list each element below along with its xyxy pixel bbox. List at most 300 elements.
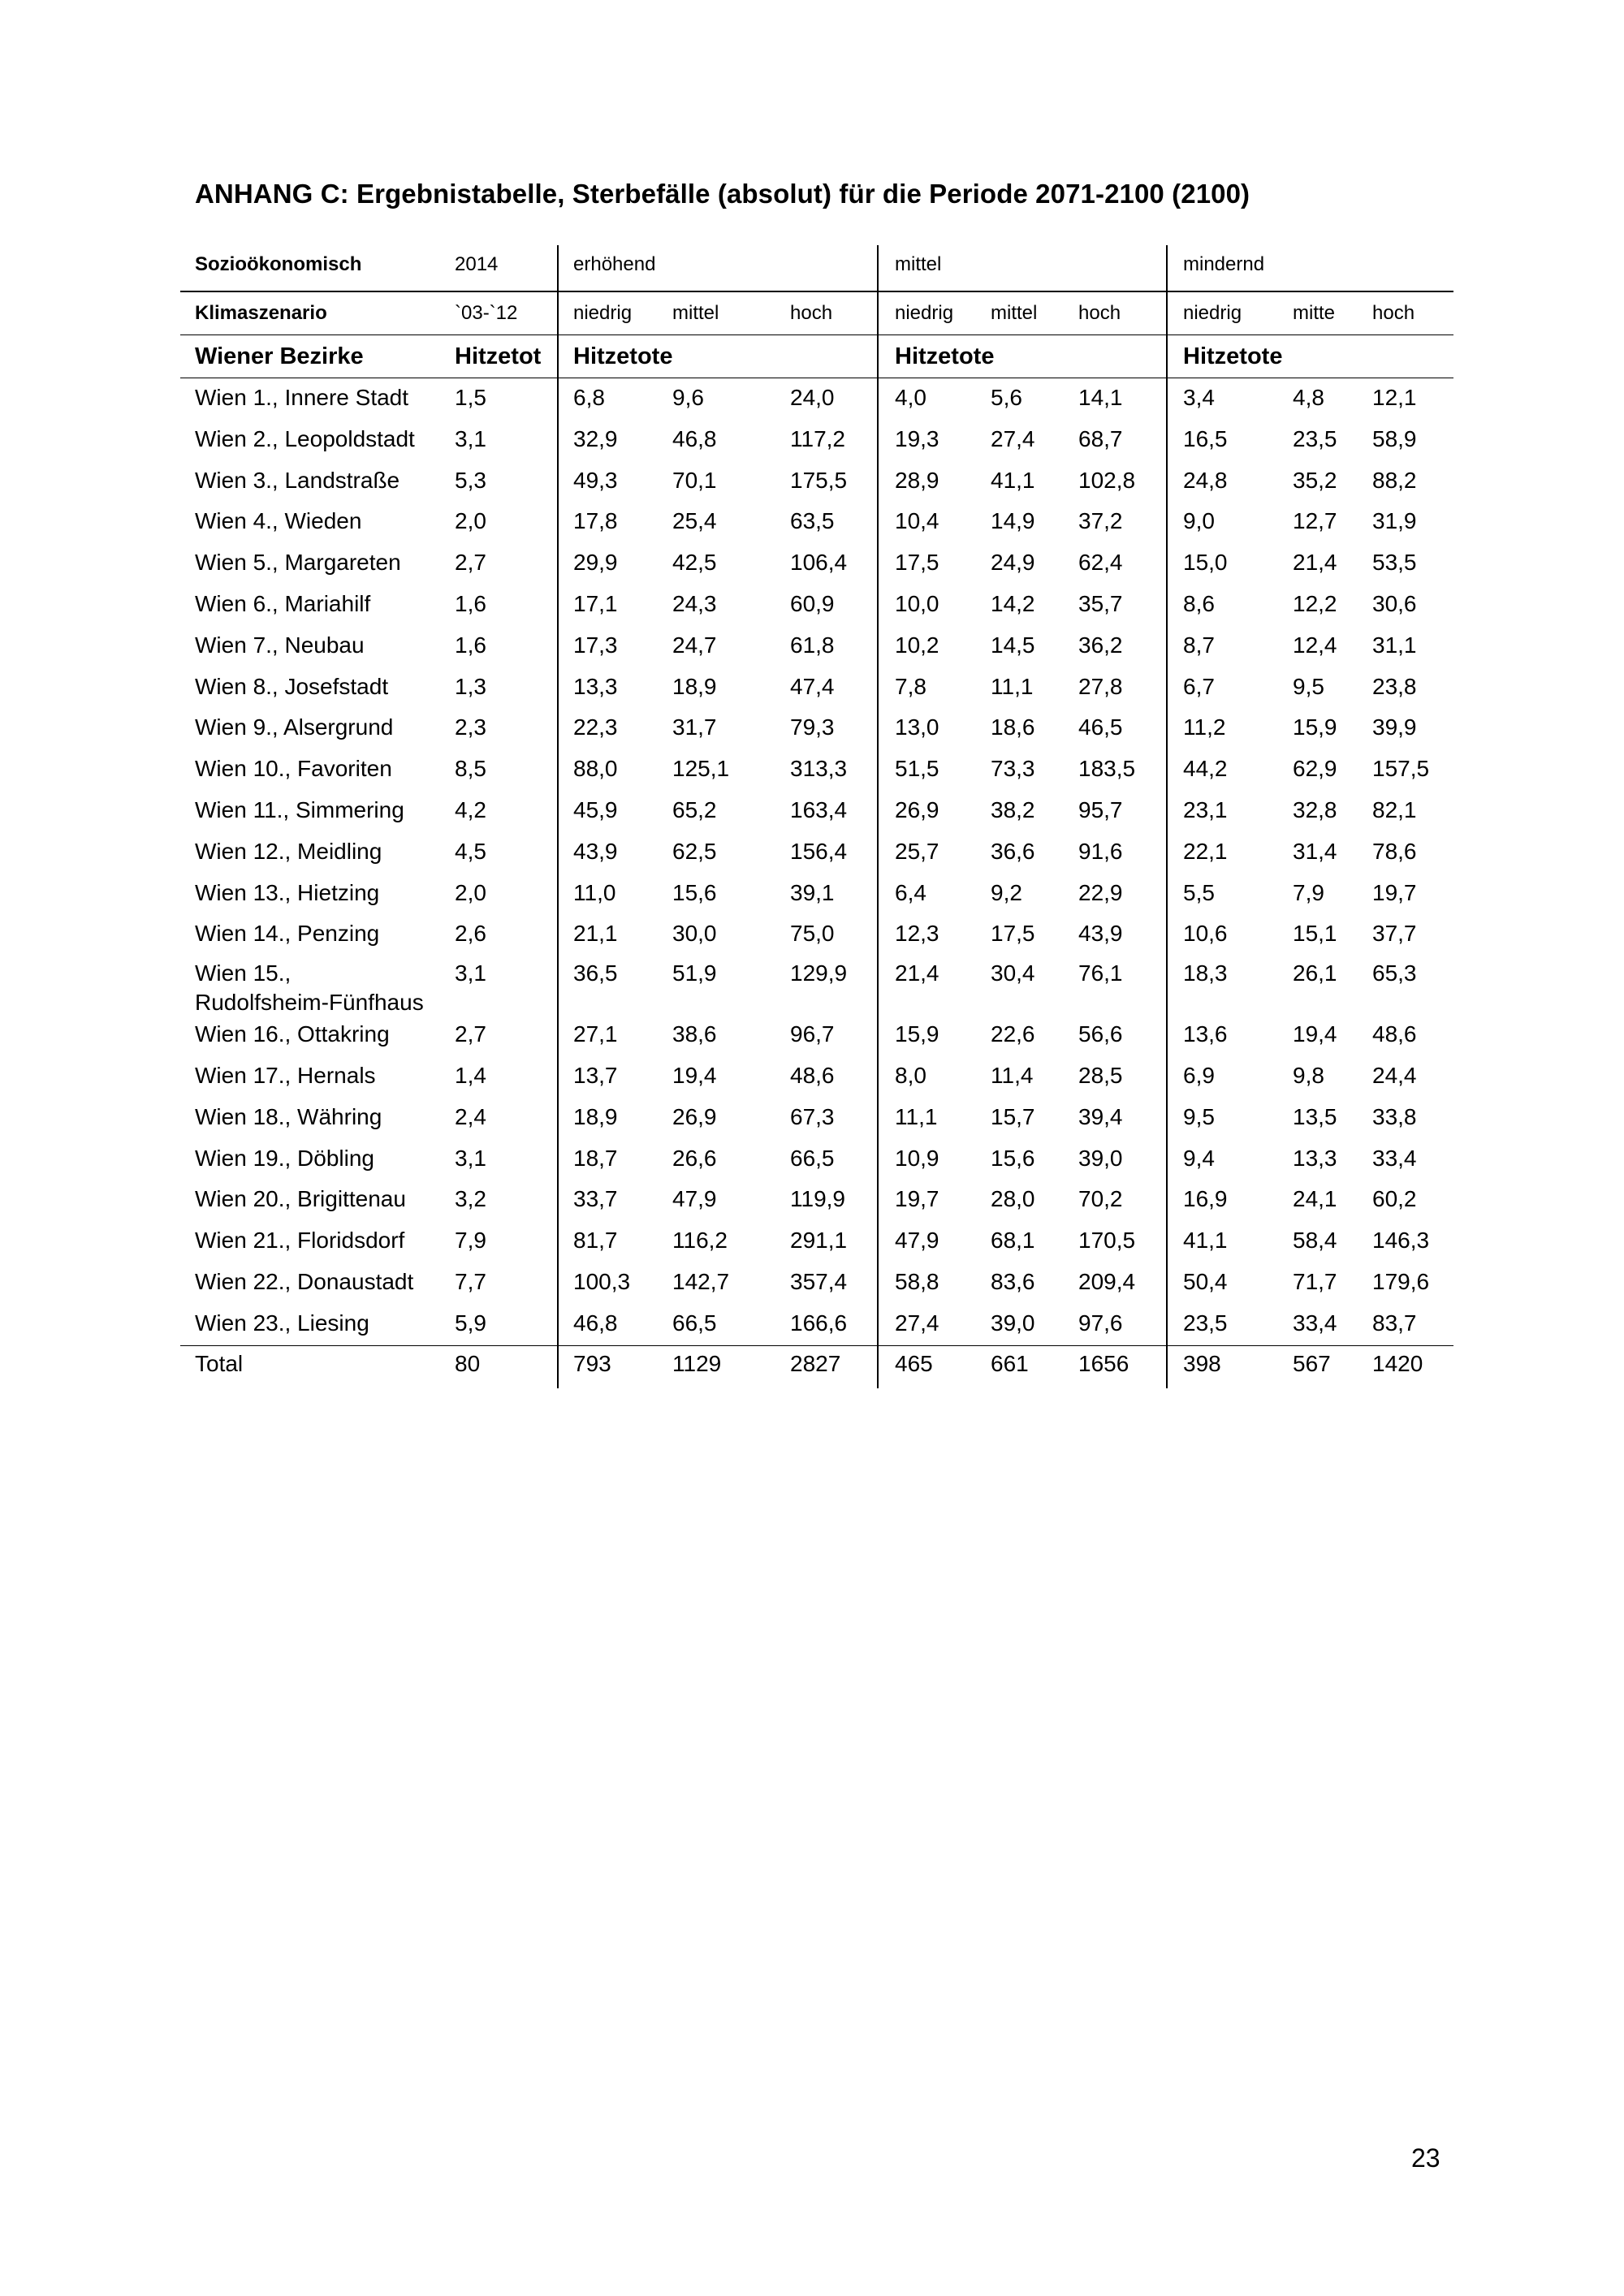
cell-g3-high: 78,6 bbox=[1372, 838, 1417, 864]
cell-g1-mid: 30,0 bbox=[672, 921, 717, 947]
cell-g3-mid: 62,9 bbox=[1293, 756, 1337, 782]
cell-g1-high: 96,7 bbox=[790, 1021, 835, 1047]
cell-g1-low: 29,9 bbox=[573, 550, 618, 576]
cell-base: 1,6 bbox=[455, 590, 486, 616]
cell-g1-low: 45,9 bbox=[573, 796, 618, 822]
cell-base: 3,1 bbox=[455, 425, 486, 451]
cell-g2-low: 11,1 bbox=[895, 1103, 938, 1129]
cell-g1-high: 79,3 bbox=[790, 714, 835, 740]
cell-g2-mid: 14,9 bbox=[991, 508, 1035, 534]
cell-g3-low: 16,9 bbox=[1183, 1186, 1228, 1212]
header-g2-mid: mittel bbox=[991, 302, 1038, 324]
cell-g3-mid: 13,3 bbox=[1293, 1145, 1337, 1171]
cell-district: Wien 14., Penzing bbox=[195, 921, 380, 947]
cell-g3-high: 33,4 bbox=[1372, 1145, 1417, 1171]
header-g3-high: hoch bbox=[1372, 302, 1415, 324]
cell-g2-high: 76,1 bbox=[1078, 960, 1123, 986]
cell-g2-high: 27,8 bbox=[1078, 673, 1123, 699]
header-group-mindernd: mindernd bbox=[1183, 253, 1265, 275]
cell-g3-mid: 7,9 bbox=[1293, 879, 1324, 905]
total-cell-base: 80 bbox=[455, 1350, 481, 1376]
cell-g3-mid: 15,9 bbox=[1293, 714, 1337, 740]
cell-g2-mid: 14,5 bbox=[991, 632, 1035, 658]
table-row bbox=[180, 1098, 1453, 1139]
header-g3-low: niedrig bbox=[1183, 302, 1242, 324]
cell-g3-mid: 35,2 bbox=[1293, 467, 1337, 493]
cell-g1-mid: 26,9 bbox=[672, 1103, 717, 1129]
column-divider-mindernd bbox=[1166, 245, 1168, 1388]
cell-g1-mid: 42,5 bbox=[672, 550, 717, 576]
cell-g2-mid: 22,6 bbox=[991, 1021, 1035, 1047]
cell-g3-mid: 32,8 bbox=[1293, 796, 1337, 822]
cell-g3-mid: 19,4 bbox=[1293, 1021, 1337, 1047]
cell-g3-high: 146,3 bbox=[1372, 1228, 1430, 1254]
cell-g2-low: 4,0 bbox=[895, 385, 926, 410]
cell-g2-high: 62,4 bbox=[1078, 550, 1123, 576]
table-row bbox=[180, 420, 1453, 461]
cell-district: Wien 7., Neubau bbox=[195, 632, 365, 658]
cell-g3-low: 44,2 bbox=[1183, 756, 1228, 782]
cell-g2-low: 28,9 bbox=[895, 467, 939, 493]
cell-g3-high: 88,2 bbox=[1372, 467, 1417, 493]
cell-g1-low: 17,3 bbox=[573, 632, 618, 658]
total-cell-g1-mid: 1129 bbox=[672, 1350, 722, 1376]
cell-g1-high: 313,3 bbox=[790, 756, 848, 782]
cell-g1-high: 119,9 bbox=[790, 1186, 845, 1212]
cell-g2-mid: 38,2 bbox=[991, 796, 1035, 822]
cell-g1-high: 117,2 bbox=[790, 425, 845, 451]
cell-g3-mid: 26,1 bbox=[1293, 960, 1337, 986]
cell-g3-high: 58,9 bbox=[1372, 425, 1417, 451]
cell-g1-mid: 15,6 bbox=[672, 879, 717, 905]
table-row bbox=[180, 543, 1453, 585]
cell-g2-low: 47,9 bbox=[895, 1228, 939, 1254]
cell-g3-mid: 4,8 bbox=[1293, 385, 1324, 410]
cell-g3-mid: 33,4 bbox=[1293, 1310, 1337, 1336]
cell-district: Wien 15., Rudolfsheim-Fünfhaus bbox=[195, 960, 424, 1016]
cell-g3-mid: 12,2 bbox=[1293, 590, 1337, 616]
cell-g2-low: 58,8 bbox=[895, 1268, 939, 1294]
cell-g3-mid: 31,4 bbox=[1293, 838, 1337, 864]
cell-g2-mid: 5,6 bbox=[991, 385, 1022, 410]
cell-g3-high: 24,4 bbox=[1372, 1062, 1417, 1088]
header-g2-high: hoch bbox=[1078, 302, 1121, 324]
cell-g1-low: 43,9 bbox=[573, 838, 618, 864]
cell-g3-mid: 23,5 bbox=[1293, 425, 1337, 451]
cell-g1-low: 11,0 bbox=[573, 879, 616, 905]
cell-district: Wien 2., Leopoldstadt bbox=[195, 425, 415, 451]
cell-g2-low: 10,9 bbox=[895, 1145, 939, 1171]
cell-g1-low: 22,3 bbox=[573, 714, 618, 740]
cell-g2-low: 17,5 bbox=[895, 550, 939, 576]
cell-g3-mid: 58,4 bbox=[1293, 1228, 1337, 1254]
cell-g1-low: 18,7 bbox=[573, 1145, 618, 1171]
cell-g3-high: 82,1 bbox=[1372, 796, 1417, 822]
cell-g2-low: 19,7 bbox=[895, 1186, 939, 1212]
header-label-socioeconomic: Sozioökonomisch bbox=[195, 253, 362, 275]
table-row bbox=[180, 832, 1453, 874]
table-row bbox=[180, 956, 1453, 1015]
cell-g2-high: 91,6 bbox=[1078, 838, 1123, 864]
cell-g2-high: 39,0 bbox=[1078, 1145, 1123, 1171]
table-row bbox=[180, 1221, 1453, 1262]
cell-g2-low: 6,4 bbox=[895, 879, 926, 905]
cell-district: Wien 20., Brigittenau bbox=[195, 1186, 406, 1212]
cell-g1-high: 47,4 bbox=[790, 673, 835, 699]
cell-g3-low: 13,6 bbox=[1183, 1021, 1228, 1047]
column-divider-mittel bbox=[877, 245, 879, 1388]
cell-g3-low: 41,1 bbox=[1183, 1228, 1228, 1254]
page-number: 23 bbox=[1411, 2143, 1440, 2173]
table-row bbox=[180, 1056, 1453, 1098]
cell-g2-high: 209,4 bbox=[1078, 1268, 1136, 1294]
cell-g1-mid: 51,9 bbox=[672, 960, 717, 986]
cell-base: 7,7 bbox=[455, 1268, 486, 1294]
cell-g1-low: 100,3 bbox=[573, 1268, 631, 1294]
cell-base: 5,3 bbox=[455, 467, 486, 493]
cell-g1-high: 63,5 bbox=[790, 508, 835, 534]
header-g2-heatdeaths: Hitzetote bbox=[895, 343, 995, 369]
cell-g1-high: 48,6 bbox=[790, 1062, 835, 1088]
cell-g1-mid: 25,4 bbox=[672, 508, 717, 534]
cell-g1-mid: 47,9 bbox=[672, 1186, 717, 1212]
cell-g1-mid: 46,8 bbox=[672, 425, 717, 451]
table-row bbox=[180, 749, 1453, 791]
cell-g2-mid: 24,9 bbox=[991, 550, 1035, 576]
header-year-2014: 2014 bbox=[455, 253, 499, 275]
cell-g1-mid: 24,3 bbox=[672, 590, 717, 616]
cell-g1-low: 32,9 bbox=[573, 425, 618, 451]
header-row-climate bbox=[180, 291, 1453, 334]
header-row-districts bbox=[180, 334, 1453, 378]
cell-g3-high: 83,7 bbox=[1372, 1310, 1417, 1336]
cell-base: 2,6 bbox=[455, 921, 486, 947]
header-g2-low: niedrig bbox=[895, 302, 954, 324]
cell-g1-high: 166,6 bbox=[790, 1310, 848, 1336]
table-row bbox=[180, 874, 1453, 915]
cell-g3-low: 9,0 bbox=[1183, 508, 1215, 534]
cell-g3-low: 50,4 bbox=[1183, 1268, 1228, 1294]
table-body bbox=[180, 378, 1453, 1345]
cell-g3-high: 53,5 bbox=[1372, 550, 1417, 576]
cell-g3-high: 23,8 bbox=[1372, 673, 1417, 699]
cell-district: Wien 11., Simmering bbox=[195, 796, 404, 822]
cell-g2-high: 95,7 bbox=[1078, 796, 1123, 822]
cell-g2-mid: 15,6 bbox=[991, 1145, 1035, 1171]
cell-district: Wien 1., Innere Stadt bbox=[195, 385, 409, 410]
total-cell-g2-mid: 661 bbox=[991, 1350, 1029, 1376]
cell-g1-low: 49,3 bbox=[573, 467, 618, 493]
cell-g3-mid: 15,1 bbox=[1293, 921, 1337, 947]
cell-g2-mid: 68,1 bbox=[991, 1228, 1035, 1254]
table-row bbox=[180, 791, 1453, 832]
cell-g2-high: 170,5 bbox=[1078, 1228, 1136, 1254]
cell-g3-mid: 12,7 bbox=[1293, 508, 1337, 534]
cell-g1-low: 13,7 bbox=[573, 1062, 618, 1088]
cell-g1-low: 13,3 bbox=[573, 673, 618, 699]
cell-g1-high: 61,8 bbox=[790, 632, 835, 658]
cell-base: 4,2 bbox=[455, 796, 486, 822]
header-row-socioeconomic bbox=[180, 244, 1453, 291]
cell-g2-mid: 83,6 bbox=[991, 1268, 1035, 1294]
cell-g3-high: 48,6 bbox=[1372, 1021, 1417, 1047]
cell-g1-high: 106,4 bbox=[790, 550, 848, 576]
cell-base: 1,4 bbox=[455, 1062, 486, 1088]
header-label-districts: Wiener Bezirke bbox=[195, 343, 364, 369]
cell-g3-low: 23,1 bbox=[1183, 796, 1228, 822]
cell-base: 7,9 bbox=[455, 1228, 486, 1254]
table-row bbox=[180, 585, 1453, 626]
cell-g1-high: 163,4 bbox=[790, 796, 848, 822]
table-row bbox=[180, 626, 1453, 667]
cell-g3-low: 22,1 bbox=[1183, 838, 1228, 864]
header-group-mittel: mittel bbox=[895, 253, 942, 275]
cell-g2-high: 68,7 bbox=[1078, 425, 1123, 451]
cell-base: 2,3 bbox=[455, 714, 486, 740]
cell-g2-mid: 41,1 bbox=[991, 467, 1035, 493]
cell-g2-high: 46,5 bbox=[1078, 714, 1123, 740]
header-g1-low: niedrig bbox=[573, 302, 633, 324]
table-row bbox=[180, 461, 1453, 503]
cell-g3-high: 39,9 bbox=[1372, 714, 1417, 740]
cell-g2-low: 15,9 bbox=[895, 1021, 939, 1047]
cell-g3-low: 9,5 bbox=[1183, 1103, 1215, 1129]
cell-g3-mid: 13,5 bbox=[1293, 1103, 1337, 1129]
cell-g2-high: 22,9 bbox=[1078, 879, 1123, 905]
cell-base: 8,5 bbox=[455, 756, 486, 782]
cell-g3-mid: 21,4 bbox=[1293, 550, 1337, 576]
cell-g1-high: 39,1 bbox=[790, 879, 835, 905]
table-row bbox=[180, 1180, 1453, 1221]
cell-base: 2,0 bbox=[455, 508, 486, 534]
cell-base: 3,1 bbox=[455, 960, 486, 986]
cell-g2-low: 19,3 bbox=[895, 425, 939, 451]
cell-g2-low: 8,0 bbox=[895, 1062, 926, 1088]
cell-g1-low: 18,9 bbox=[573, 1103, 618, 1129]
cell-g2-high: 37,2 bbox=[1078, 508, 1123, 534]
cell-district: Wien 19., Döbling bbox=[195, 1145, 375, 1171]
column-divider-erhoehend bbox=[557, 245, 559, 1388]
cell-district: Wien 16., Ottakring bbox=[195, 1021, 390, 1047]
cell-district: Wien 18., Währing bbox=[195, 1103, 382, 1129]
cell-base: 1,6 bbox=[455, 632, 486, 658]
cell-g2-high: 28,5 bbox=[1078, 1062, 1123, 1088]
cell-g3-low: 24,8 bbox=[1183, 467, 1228, 493]
cell-base: 2,0 bbox=[455, 879, 486, 905]
cell-g2-mid: 18,6 bbox=[991, 714, 1035, 740]
cell-g1-mid: 19,4 bbox=[672, 1062, 717, 1088]
cell-g3-low: 15,0 bbox=[1183, 550, 1228, 576]
cell-g1-high: 60,9 bbox=[790, 590, 835, 616]
cell-g1-high: 66,5 bbox=[790, 1145, 835, 1171]
cell-base: 3,2 bbox=[455, 1186, 486, 1212]
cell-base: 4,5 bbox=[455, 838, 486, 864]
cell-base: 2,7 bbox=[455, 1021, 486, 1047]
cell-base: 1,3 bbox=[455, 673, 486, 699]
cell-g3-low: 8,7 bbox=[1183, 632, 1215, 658]
total-cell-g3-low: 398 bbox=[1183, 1350, 1221, 1376]
cell-g3-high: 65,3 bbox=[1372, 960, 1417, 986]
cell-g3-low: 5,5 bbox=[1183, 879, 1215, 905]
header-g3-heatdeaths: Hitzetote bbox=[1183, 343, 1283, 369]
cell-district: Wien 9., Alsergrund bbox=[195, 714, 394, 740]
cell-g2-low: 10,4 bbox=[895, 508, 939, 534]
cell-g1-low: 17,8 bbox=[573, 508, 618, 534]
cell-district: Wien 4., Wieden bbox=[195, 508, 362, 534]
cell-g2-high: 102,8 bbox=[1078, 467, 1136, 493]
table-row bbox=[180, 1262, 1453, 1304]
cell-g1-mid: 38,6 bbox=[672, 1021, 717, 1047]
cell-g1-high: 129,9 bbox=[790, 960, 848, 986]
cell-g2-low: 21,4 bbox=[895, 960, 939, 986]
cell-district: Wien 3., Landstraße bbox=[195, 467, 400, 493]
cell-g2-mid: 36,6 bbox=[991, 838, 1035, 864]
cell-g1-high: 24,0 bbox=[790, 385, 835, 410]
cell-district: Wien 8., Josefstadt bbox=[195, 673, 389, 699]
cell-base: 3,1 bbox=[455, 1145, 486, 1171]
cell-g1-high: 291,1 bbox=[790, 1228, 848, 1254]
cell-g1-low: 81,7 bbox=[573, 1228, 618, 1254]
header-g3-mid: mitte bbox=[1293, 302, 1336, 324]
cell-g2-high: 36,2 bbox=[1078, 632, 1123, 658]
results-table bbox=[180, 244, 1453, 1388]
page-title: ANHANG C: Ergebnistabelle, Sterbefälle (absolut) für die Periode 2071-2100 (2100) bbox=[195, 179, 1250, 209]
table-row bbox=[180, 708, 1453, 749]
cell-g2-low: 26,9 bbox=[895, 796, 939, 822]
cell-district: Wien 21., Floridsdorf bbox=[195, 1228, 405, 1254]
cell-g2-mid: 27,4 bbox=[991, 425, 1035, 451]
cell-district: Wien 22., Donaustadt bbox=[195, 1268, 414, 1294]
header-label-climate: Klimaszenario bbox=[195, 302, 327, 324]
cell-g3-mid: 9,5 bbox=[1293, 673, 1324, 699]
cell-g2-mid: 73,3 bbox=[991, 756, 1035, 782]
header-base-period: `03-`12 bbox=[455, 302, 518, 324]
cell-g2-low: 51,5 bbox=[895, 756, 939, 782]
cell-g1-high: 357,4 bbox=[790, 1268, 848, 1294]
cell-g2-high: 39,4 bbox=[1078, 1103, 1123, 1129]
table-row bbox=[180, 378, 1453, 420]
cell-g1-mid: 70,1 bbox=[672, 467, 717, 493]
cell-g3-high: 31,9 bbox=[1372, 508, 1417, 534]
cell-g2-mid: 9,2 bbox=[991, 879, 1022, 905]
cell-g3-low: 16,5 bbox=[1183, 425, 1228, 451]
cell-g2-mid: 39,0 bbox=[991, 1310, 1035, 1336]
cell-g3-high: 179,6 bbox=[1372, 1268, 1430, 1294]
cell-g3-low: 9,4 bbox=[1183, 1145, 1215, 1171]
cell-g2-high: 70,2 bbox=[1078, 1186, 1123, 1212]
cell-district: Wien 10., Favoriten bbox=[195, 756, 392, 782]
header-base-heatdeaths: Hitzetot bbox=[455, 343, 542, 369]
cell-g1-mid: 26,6 bbox=[672, 1145, 717, 1171]
cell-g1-low: 27,1 bbox=[573, 1021, 618, 1047]
cell-g1-high: 156,4 bbox=[790, 838, 848, 864]
cell-g3-low: 11,2 bbox=[1183, 714, 1226, 740]
cell-base: 2,7 bbox=[455, 550, 486, 576]
cell-g3-low: 10,6 bbox=[1183, 921, 1228, 947]
table-row bbox=[180, 502, 1453, 543]
cell-g1-mid: 142,7 bbox=[672, 1268, 730, 1294]
cell-g2-low: 7,8 bbox=[895, 673, 926, 699]
cell-g2-mid: 14,2 bbox=[991, 590, 1035, 616]
table-row bbox=[180, 1304, 1453, 1345]
cell-base: 1,5 bbox=[455, 385, 486, 410]
total-cell-g2-high: 1656 bbox=[1078, 1350, 1129, 1376]
table-row bbox=[180, 1015, 1453, 1056]
cell-g2-high: 14,1 bbox=[1078, 385, 1123, 410]
cell-g1-mid: 125,1 bbox=[672, 756, 730, 782]
cell-g2-mid: 17,5 bbox=[991, 921, 1035, 947]
table-row bbox=[180, 667, 1453, 709]
cell-g1-low: 17,1 bbox=[573, 590, 618, 616]
cell-g2-low: 10,0 bbox=[895, 590, 939, 616]
cell-g3-low: 6,9 bbox=[1183, 1062, 1215, 1088]
cell-g2-mid: 28,0 bbox=[991, 1186, 1035, 1212]
cell-g3-low: 3,4 bbox=[1183, 385, 1215, 410]
cell-base: 5,9 bbox=[455, 1310, 486, 1336]
cell-g3-mid: 24,1 bbox=[1293, 1186, 1337, 1212]
header-g1-mid: mittel bbox=[672, 302, 719, 324]
cell-g1-mid: 18,9 bbox=[672, 673, 717, 699]
cell-g1-low: 88,0 bbox=[573, 756, 618, 782]
cell-g2-high: 43,9 bbox=[1078, 921, 1123, 947]
cell-g2-low: 13,0 bbox=[895, 714, 939, 740]
cell-g2-mid: 11,1 bbox=[991, 673, 1034, 699]
cell-district: Wien 12., Meidling bbox=[195, 838, 382, 864]
cell-g1-low: 33,7 bbox=[573, 1186, 618, 1212]
cell-g2-high: 97,6 bbox=[1078, 1310, 1123, 1336]
cell-g3-high: 12,1 bbox=[1372, 385, 1417, 410]
cell-g3-high: 33,8 bbox=[1372, 1103, 1417, 1129]
cell-g3-mid: 71,7 bbox=[1293, 1268, 1337, 1294]
total-cell-g1-low: 793 bbox=[573, 1350, 611, 1376]
cell-g2-mid: 30,4 bbox=[991, 960, 1035, 986]
total-cell-g2-low: 465 bbox=[895, 1350, 933, 1376]
total-cell-district: Total bbox=[195, 1350, 244, 1376]
cell-g3-low: 8,6 bbox=[1183, 590, 1215, 616]
cell-g2-low: 12,3 bbox=[895, 921, 939, 947]
cell-g1-mid: 116,2 bbox=[672, 1228, 728, 1254]
cell-g1-high: 175,5 bbox=[790, 467, 848, 493]
cell-district: Wien 23., Liesing bbox=[195, 1310, 369, 1336]
cell-district: Wien 5., Margareten bbox=[195, 550, 401, 576]
cell-g3-high: 30,6 bbox=[1372, 590, 1417, 616]
cell-g2-high: 56,6 bbox=[1078, 1021, 1123, 1047]
cell-g1-mid: 66,5 bbox=[672, 1310, 717, 1336]
cell-g2-low: 25,7 bbox=[895, 838, 939, 864]
cell-g3-mid: 9,8 bbox=[1293, 1062, 1324, 1088]
cell-g3-low: 23,5 bbox=[1183, 1310, 1228, 1336]
cell-g3-low: 6,7 bbox=[1183, 673, 1215, 699]
cell-base: 2,4 bbox=[455, 1103, 486, 1129]
cell-g1-mid: 9,6 bbox=[672, 385, 704, 410]
total-cell-g1-high: 2827 bbox=[790, 1350, 841, 1376]
cell-g3-high: 19,7 bbox=[1372, 879, 1417, 905]
header-g1-high: hoch bbox=[790, 302, 833, 324]
cell-district: Wien 17., Hernals bbox=[195, 1062, 376, 1088]
header-g1-heatdeaths: Hitzetote bbox=[573, 343, 673, 369]
table-row bbox=[180, 914, 1453, 956]
cell-g1-mid: 65,2 bbox=[672, 796, 717, 822]
cell-g1-mid: 31,7 bbox=[672, 714, 717, 740]
total-row bbox=[180, 1345, 1453, 1388]
cell-g2-mid: 15,7 bbox=[991, 1103, 1035, 1129]
header-group-erhoehend: erhöhend bbox=[573, 253, 656, 275]
cell-g1-high: 75,0 bbox=[790, 921, 835, 947]
cell-district: Wien 13., Hietzing bbox=[195, 879, 380, 905]
cell-g3-high: 37,7 bbox=[1372, 921, 1417, 947]
cell-g3-low: 18,3 bbox=[1183, 960, 1228, 986]
table-row bbox=[180, 1139, 1453, 1180]
